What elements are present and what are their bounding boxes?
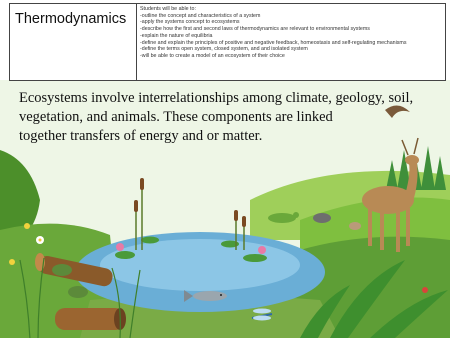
- objective-item: -outline the concept and characteristics of a system: [140, 12, 261, 19]
- objective-item: -define and explain the principles of positive and negative feedback, homeostasis and self-regulating mechanisms: [140, 39, 407, 46]
- objective-item: -will be able to create a model of an ecosystem of their choice: [140, 52, 285, 59]
- body-paragraph: [19, 89, 444, 147]
- rabbit: [349, 222, 361, 230]
- body-line: vegetation, and animals. These components are linked: [19, 109, 333, 126]
- title-cell: [10, 4, 137, 80]
- objective-item: -explain the nature of equilibria: [140, 32, 213, 39]
- objective-item: -define the terms open system, closed system, and and isolated system: [140, 46, 308, 53]
- water-lily: [116, 243, 124, 251]
- objectives-table: [9, 3, 446, 81]
- objective-item: -apply the systems concept to ecosystems: [140, 19, 240, 26]
- pond-light: [100, 239, 300, 291]
- body-line: together transfers of energy and or matter.: [19, 128, 263, 145]
- objectives-list: [140, 13, 443, 60]
- objective-item: -describe how the first and second laws of thermodynamics are relevant to environmental systems: [140, 26, 370, 33]
- water-lily: [258, 246, 266, 254]
- raccoon: [313, 213, 331, 223]
- body-line: Ecosystems involve interrelationships among climate, geology, soil,: [19, 90, 414, 106]
- page-title: Thermodynamics: [15, 11, 127, 27]
- hollow-log: [55, 308, 126, 330]
- objectives-cell: [137, 4, 445, 80]
- objectives-intro: Students will be able to:: [140, 6, 196, 12]
